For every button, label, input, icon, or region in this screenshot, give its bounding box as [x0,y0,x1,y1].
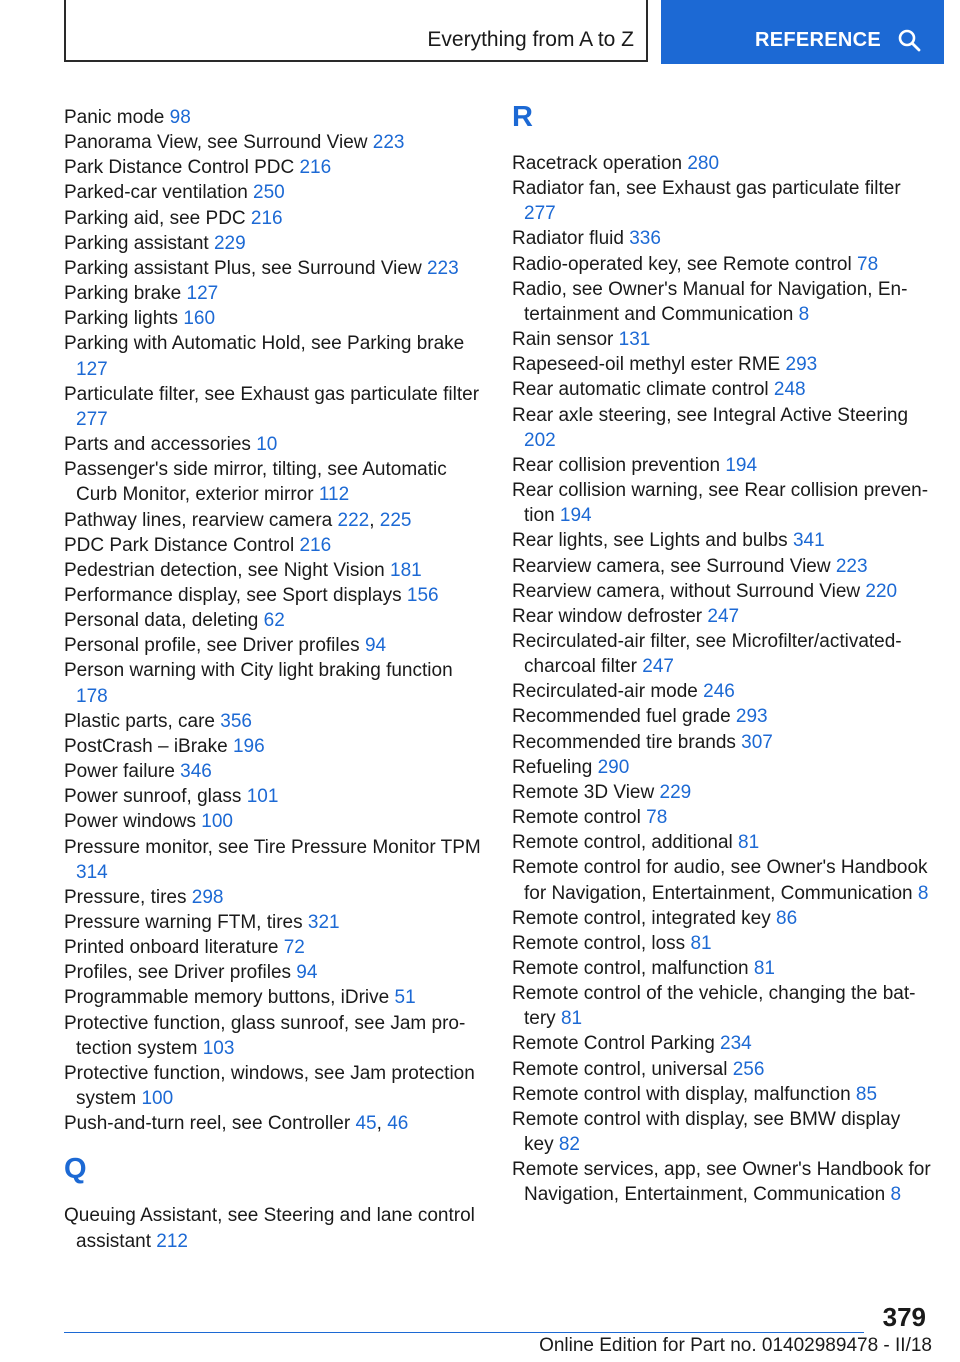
index-term: Parking with Automatic Hold, see Parking brake [64,333,465,355]
index-term: Remote control, universal [512,1058,733,1080]
page-link[interactable]: 247 [707,605,740,627]
index-term: Radiator fan, see Exhaust gas particulate filter [512,178,901,200]
page-link[interactable]: 127 [76,358,108,380]
index-term: Radio, see Owner's Manual for Navigation, Entertainment and Communication [512,278,908,325]
page-link[interactable]: 81 [753,958,775,979]
page-link[interactable]: 86 [776,907,798,929]
index-term: Park Distance Control PDC [64,157,300,179]
index-term: Remote control [512,807,647,829]
page-link[interactable]: 248 [773,379,806,401]
index-entry [512,981,932,1031]
page-link[interactable]: 81 [690,932,712,954]
index-list-p [64,105,484,1136]
index-term: Power failure [64,761,181,783]
page-link[interactable]: 246 [703,681,735,703]
page-link[interactable]: 234 [720,1033,752,1055]
page-link[interactable]: 181 [390,559,422,581]
index-entry [512,730,932,755]
page-link[interactable]: 78 [857,253,879,275]
index-term: Rear axle steering, see Integral Active Steering [512,404,909,426]
page-link[interactable]: 356 [220,710,252,732]
page-link[interactable]: 307 [741,731,773,753]
page-separator: , [369,509,380,531]
index-term: Programmable memory buttons, iDrive [64,987,395,1009]
search-icon[interactable] [897,28,921,52]
page-link[interactable]: 346 [180,761,212,783]
page-link[interactable]: 51 [394,987,416,1009]
index-entry [64,256,484,281]
page-link[interactable]: 202 [524,429,556,451]
index-entry [512,755,932,780]
index-column-left [64,105,484,1254]
page-link[interactable]: 131 [618,329,651,351]
index-entry [64,1011,484,1061]
index-term: Remote 3D View [512,781,660,803]
index-entry [512,780,932,805]
index-term: Parking aid, see PDC [64,207,251,229]
page-link[interactable]: 160 [183,308,216,330]
index-entry [64,331,484,381]
index-term: Person warning with City light braking function [64,660,453,682]
index-list-r [512,151,932,1208]
page-link[interactable]: 112 [318,484,350,506]
index-term: Rearview camera, without Surround View [512,580,866,602]
index-entry [64,734,484,759]
edition-text: Online Edition for Part no. 01402989478 - II/18 [539,1335,932,1356]
index-term: Remote control, loss [512,932,691,954]
index-term: Refueling [512,756,598,778]
index-column-right [512,100,932,1208]
index-term: Profiles, see Driver profiles [64,962,297,984]
page-link[interactable]: 290 [597,756,630,778]
index-entry [64,206,484,231]
page-link[interactable]: 94 [296,962,318,984]
header-title-box [64,0,648,62]
index-entry [512,906,932,931]
index-term: Rear automatic climate control [512,379,774,401]
index-term: Parts and accessories [64,434,257,456]
index-term: Parking lights [64,308,184,330]
index-entry [64,457,484,507]
index-term: Push-and-turn reel, see Controller [64,1113,356,1135]
index-entry [64,130,484,155]
index-entry [512,554,932,579]
page-link[interactable]: 100 [141,1088,174,1110]
index-entry [64,306,484,331]
index-term: Pressure monitor, see Tire Pressure Monitor TPM [64,836,481,858]
page-link[interactable]: 250 [253,182,285,204]
index-term: Recommended fuel grade [512,706,736,728]
index-term: Remote control with display, malfunction [512,1083,856,1105]
index-entry [64,155,484,180]
page-link[interactable]: 247 [642,656,674,678]
index-term: Protective function, glass sunroof, see Jam protection system [64,1012,466,1059]
page-link[interactable]: 81 [738,832,760,854]
index-term: Remote control with display, see BMW display key [512,1108,901,1156]
index-entry [64,1203,484,1253]
index-entry [512,805,932,830]
index-term: Parking assistant [64,232,214,254]
index-entry [512,931,932,956]
page-link[interactable]: 8 [890,1184,902,1206]
index-term: Protective function, windows, see Jam protection system [64,1062,475,1110]
index-term: Remote Control Parking [512,1033,721,1055]
index-term: Recirculated-air mode [512,681,704,703]
index-term: Recommended tire brands [512,731,742,753]
page-link[interactable]: 178 [76,685,108,707]
page-link[interactable]: 336 [629,228,661,250]
page-link[interactable]: 256 [732,1058,765,1080]
index-term: Pathway lines, rearview camera [64,509,338,531]
index-entry [64,960,484,985]
page-link[interactable]: 314 [76,861,108,883]
index-entry [512,1057,932,1082]
page-link[interactable]: 81 [560,1008,583,1030]
index-term: Remote services, app, see Owner's Handbook for Navigation, Entertainment, Communication [512,1159,931,1206]
index-term: Personal data, deleting [64,610,264,632]
page-link[interactable]: 82 [558,1134,580,1156]
index-term: Rear lights, see Lights and bulbs [512,530,793,552]
index-entry [512,403,932,453]
index-term: Racetrack operation [512,153,688,174]
index-term: Pressure warning FTM, tires [64,912,308,933]
page-link[interactable]: 212 [156,1230,188,1252]
page-link[interactable]: 156 [406,584,439,606]
page-link[interactable]: 277 [76,408,108,430]
index-entry [512,579,932,604]
index-term: Remote control of the vehicle, changing the battery [512,983,916,1030]
page-link[interactable]: 46 [387,1113,409,1135]
index-entry [512,377,932,402]
page-link[interactable]: 298 [191,886,224,908]
index-entry [64,1061,484,1111]
page-link[interactable]: 196 [232,735,265,757]
index-entry [64,910,484,935]
index-entry [64,583,484,608]
section-letter-r: R [512,101,533,133]
index-term: Remote control, malfunction [512,958,754,979]
page-link[interactable]: 280 [687,153,720,174]
index-entry [64,281,484,306]
page-link[interactable]: 223 [426,257,459,279]
index-term: Printed onboard literature [64,937,284,959]
index-entry [64,180,484,205]
reference-tab-label: REFERENCE [755,29,882,51]
index-entry [512,1082,932,1107]
index-entry [64,432,484,457]
index-term: Pedestrian detection, see Night Vision [64,559,391,581]
page-link[interactable]: 216 [299,534,332,556]
index-entry [512,1157,932,1207]
index-term: Remote control, additional [512,832,739,854]
index-term: Parking brake [64,283,187,305]
footer-divider [64,1332,864,1333]
index-entry [512,277,932,327]
index-entry [64,1111,484,1136]
index-entry [64,985,484,1010]
index-entry [64,231,484,256]
page-link[interactable]: 293 [785,354,818,376]
index-entry [512,629,932,679]
page-link[interactable]: 72 [283,937,305,959]
index-term: Personal profile, see Driver profiles [64,635,365,657]
index-entry [512,1031,932,1056]
page-link[interactable]: 216 [250,207,283,229]
index-term: Performance display, see Sport displays [64,584,407,606]
index-entry [512,151,932,176]
index-entry [64,658,484,708]
index-entry [512,604,932,629]
page-link[interactable]: 127 [186,283,219,305]
page-link[interactable]: 220 [865,580,898,602]
index-term: Power sunroof, glass [64,786,247,808]
index-entry [512,855,932,905]
index-entry [512,528,932,553]
index-term: Remote control for audio, see Owner's Handbook for Navigation, Entertainment, Communication [512,857,928,904]
index-entry [512,956,932,981]
page-link[interactable]: 194 [725,454,758,476]
page-link[interactable]: 100 [201,811,233,833]
page-link[interactable]: 223 [835,555,868,577]
page-link[interactable]: 62 [263,610,285,632]
index-term: Parking assistant Plus, see Surround View [64,257,427,279]
index-term: Remote control, integrated key [512,907,777,929]
page-link[interactable]: 101 [246,786,279,808]
index-entry [512,704,932,729]
page-link[interactable]: 78 [646,807,668,829]
index-term: Rearview camera, see Surround View [512,555,836,577]
index-entry [64,508,484,533]
index-term: Rear collision warning, see Rear collision prevention [512,480,929,527]
index-term: PDC Park Distance Control [64,534,300,556]
page-link[interactable]: 223 [372,132,405,154]
index-term: Particulate filter, see Exhaust gas particulate filter [64,383,480,405]
page-header [64,0,944,64]
page-link[interactable]: 229 [213,232,246,254]
index-entry [64,533,484,558]
index-entry [64,784,484,809]
index-entry [512,252,932,277]
index-term: Plastic parts, care [64,710,221,732]
index-term: Rear window defroster [512,605,708,627]
index-entry [512,226,932,251]
index-term: Passenger's side mirror, tilting, see Automatic Curb Monitor, exterior mirror [64,459,447,506]
page-number: 379 [882,1302,926,1332]
page-link[interactable]: 229 [659,781,692,803]
index-entry [64,809,484,834]
page-link[interactable]: 8 [917,882,929,904]
page-link[interactable]: 293 [735,706,768,728]
page-link[interactable]: 222 [337,509,370,531]
page-link[interactable]: 85 [855,1083,878,1105]
index-entry [512,679,932,704]
index-term: Queuing Assistant, see Steering and lane control assistant [64,1205,475,1252]
index-entry [64,608,484,633]
page-link[interactable]: 321 [307,912,340,933]
index-term: Panic mode [64,107,170,128]
reference-tab[interactable] [661,0,944,64]
index-term: Power windows [64,811,202,833]
page-link[interactable]: 8 [798,303,810,325]
index-entry [64,633,484,658]
page-link[interactable]: 45 [355,1113,377,1135]
page-link[interactable]: 103 [202,1037,235,1059]
index-list-q [64,1203,484,1253]
index-term: Recirculated-air filter, see Microfilter/activated-charcoal filter [512,630,902,678]
index-entry [64,105,484,130]
page-link[interactable]: 194 [559,505,592,527]
index-term: Radio-operated key, see Remote control [512,253,857,275]
index-entry [64,935,484,960]
page-separator: , [376,1113,388,1135]
page-link[interactable]: 216 [299,157,332,179]
index-entry [512,176,932,226]
index-term: Rain sensor [512,329,619,351]
page-link[interactable]: 94 [364,635,387,657]
index-term: Radiator fluid [512,228,630,250]
page-link[interactable]: 98 [169,107,191,128]
index-term: Parked-car ventilation [64,182,254,204]
index-term: Panorama View, see Surround View [64,132,373,154]
index-entry [512,352,932,377]
index-term: Pressure, tires [64,886,192,908]
index-term: Rear collision prevention [512,454,726,476]
index-entry [64,558,484,583]
page-link[interactable]: 341 [792,530,825,552]
section-letter-q: Q [64,1153,87,1186]
index-entry [512,327,932,352]
index-term: PostCrash – iBrake [64,735,233,757]
index-entry [512,478,932,528]
index-entry [64,709,484,734]
index-entry [64,885,484,910]
header-title: Everything from A to Z [427,28,634,51]
page-link[interactable]: 225 [379,509,412,531]
index-entry [64,835,484,885]
index-entry [64,382,484,432]
page-link[interactable]: 277 [524,203,556,225]
page-link[interactable]: 10 [256,434,278,456]
index-entry [512,830,932,855]
index-entry [512,453,932,478]
index-entry [512,1107,932,1157]
index-term: Rapeseed-oil methyl ester RME [512,354,786,376]
index-entry [64,759,484,784]
